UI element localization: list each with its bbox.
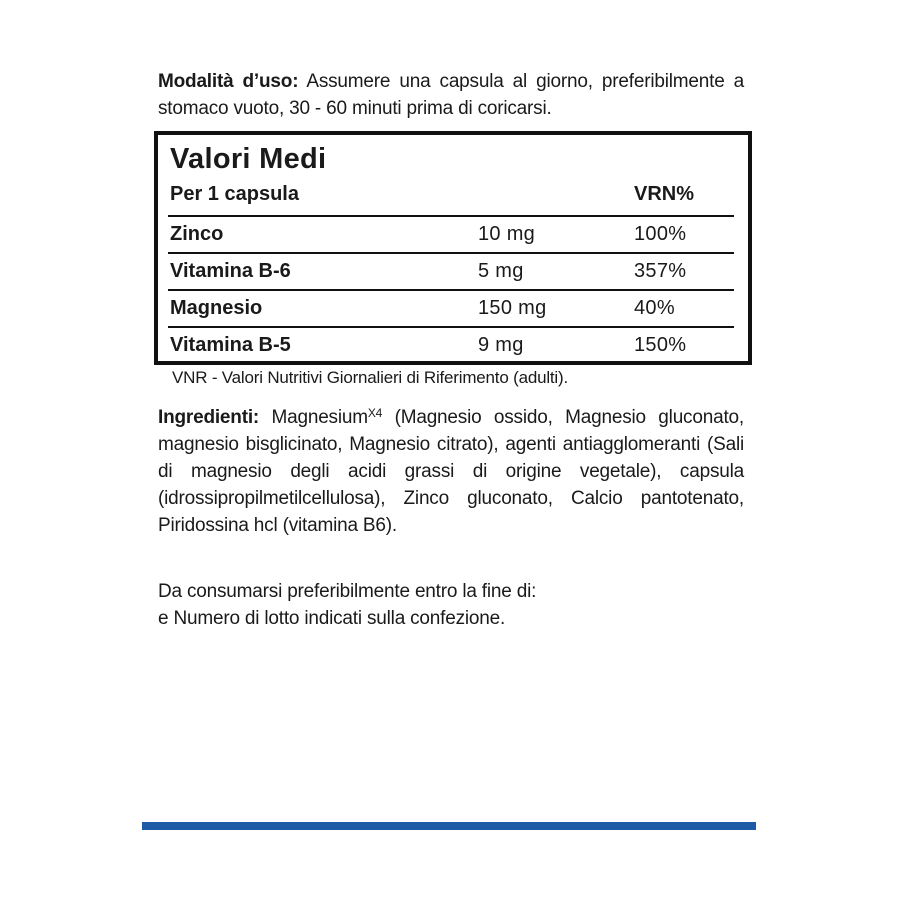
nutrition-serving-label: Per 1 capsula xyxy=(170,183,299,205)
usage-instructions xyxy=(158,68,744,122)
nutrient-name: Magnesio xyxy=(170,297,263,319)
vnr-footnote: VNR - Valori Nutritivi Giornalieri di Riferimento (adulti). xyxy=(172,368,568,387)
ingredients-paragraph xyxy=(158,404,744,539)
nutrient-name: Vitamina B-5 xyxy=(170,334,291,356)
nutrient-vrn: 40% xyxy=(634,297,675,319)
usage-label: Modalità d’uso: xyxy=(158,71,299,92)
expiry-line-2: e Numero di lotto indicati sulla confezione. xyxy=(158,608,506,629)
nutrition-table xyxy=(154,131,752,365)
ingredients-text: (Magnesio ossido, Magnesio gluconato, magnesio bisglicinato, Magnesio citrato), agenti antiagglomeranti (Sali di magnesio degli acidi grassi di origine vegetale), capsula (idrossipropilmetilcellulosa), Zinco gluconato, Calcio pantotenato, Piridossina hcl (vitamina B6). xyxy=(158,407,744,536)
expiry-line-1: Da consumarsi preferibilmente entro la fine di: xyxy=(158,581,537,602)
nutrition-row xyxy=(168,215,734,252)
nutrient-amount: 9 mg xyxy=(478,334,524,356)
nutrition-row xyxy=(168,326,734,363)
nutrition-row xyxy=(168,252,734,289)
accent-bar xyxy=(142,822,756,830)
nutrient-vrn: 100% xyxy=(634,223,687,245)
nutrient-name: Vitamina B-6 xyxy=(170,260,291,282)
nutrient-vrn: 150% xyxy=(634,334,687,356)
nutrient-amount: 150 mg xyxy=(478,297,547,319)
nutrition-rows xyxy=(168,215,734,363)
nutrient-name: Zinco xyxy=(170,223,224,245)
expiry-note xyxy=(158,578,744,632)
nutrient-vrn: 357% xyxy=(634,260,687,282)
nutrition-title: Valori Medi xyxy=(170,143,327,175)
ingredients-label: Ingredienti: xyxy=(158,407,260,428)
usage-text: Assumere una capsula al giorno, preferibilmente a stomaco vuoto, 30 - 60 minuti prima di coricarsi. xyxy=(158,71,745,119)
ingredients-lead: Magnesium xyxy=(259,407,368,428)
nutrient-amount: 10 mg xyxy=(478,223,536,245)
nutrient-amount: 5 mg xyxy=(478,260,524,282)
nutrition-row xyxy=(168,289,734,326)
ingredients-superscript: X4 xyxy=(367,406,383,420)
nutrition-vrn-header: VRN% xyxy=(634,183,695,205)
